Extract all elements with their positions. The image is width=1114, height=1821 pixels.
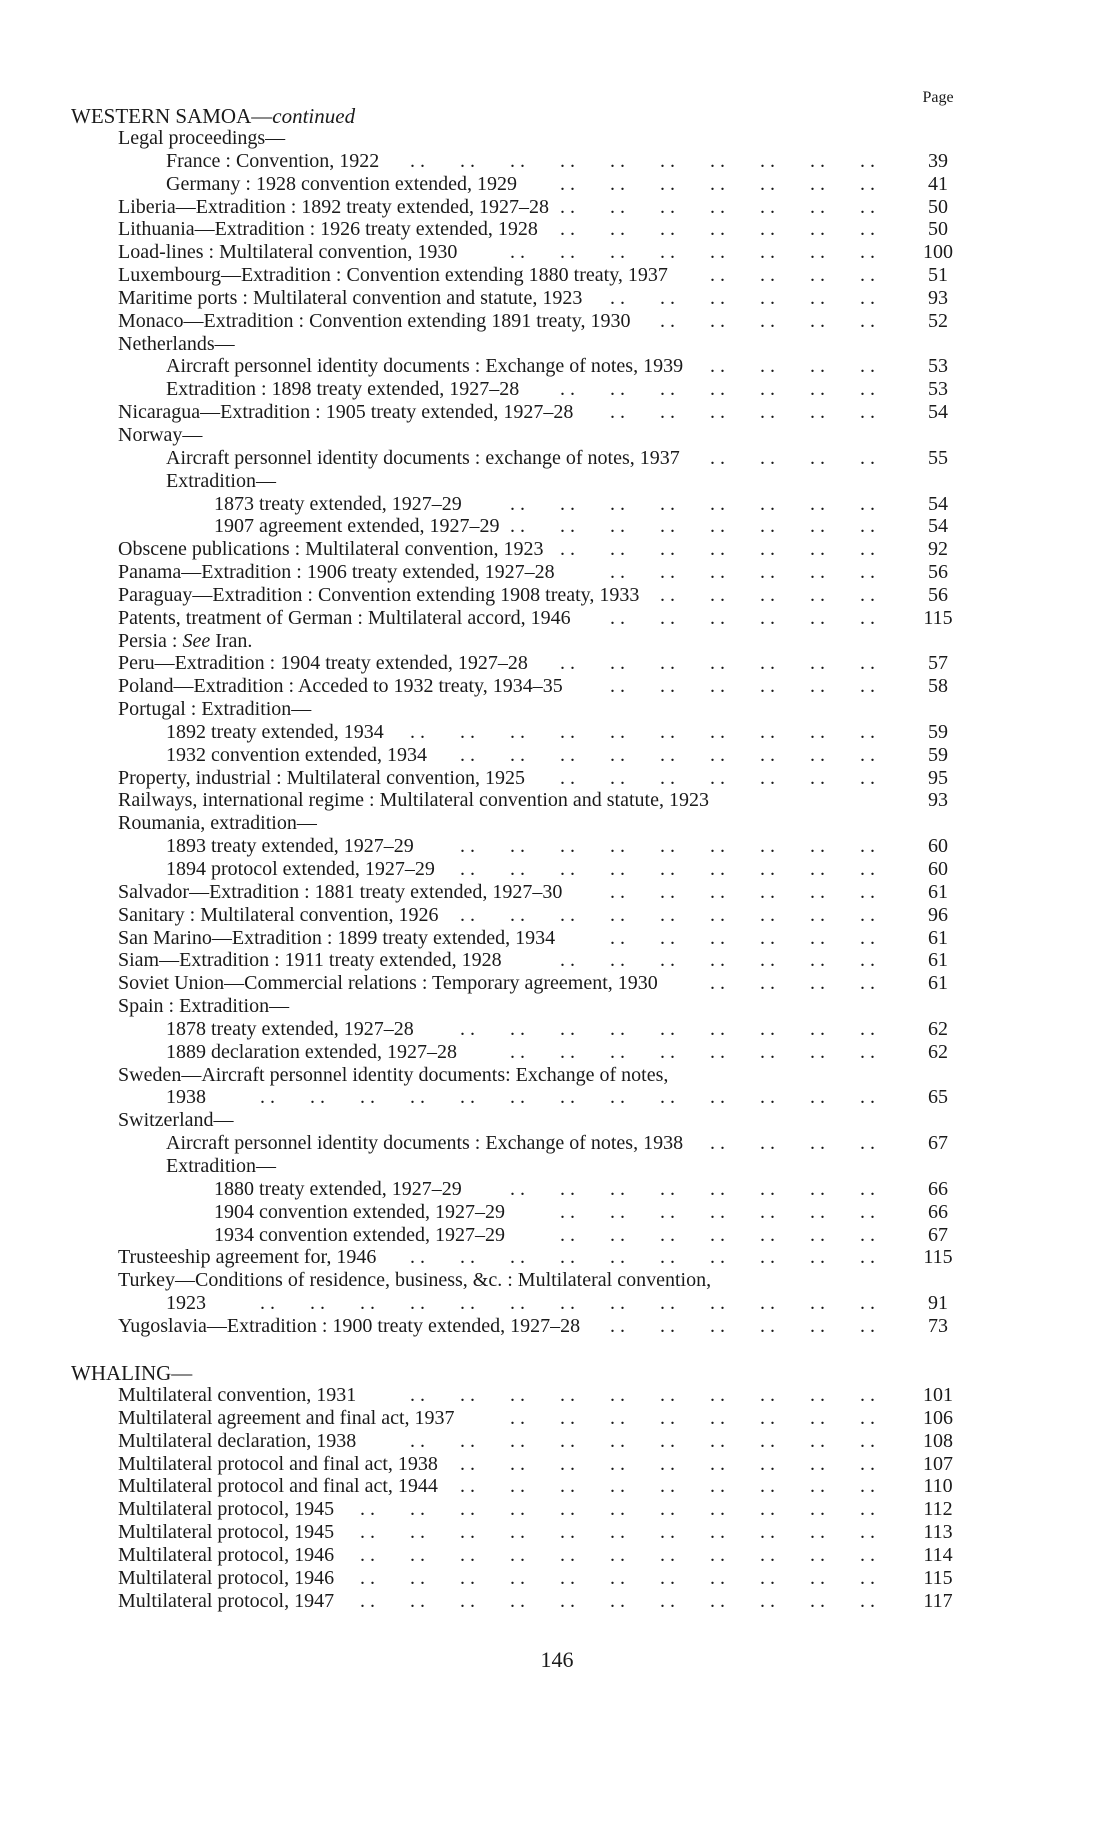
section-heading-western-samoa [71,104,355,128]
entry-text: 1892 treaty extended, 1934 [166,720,384,743]
entry-page-number: 66 [928,1177,948,1200]
entry-page-number: 56 [928,561,948,584]
entry-page-number: 106 [923,1406,953,1429]
entry-page-number: 108 [923,1429,953,1452]
entry-text: Luxembourg—Extradition : Convention extending 1880 treaty, 1937 [118,264,668,287]
index-entry: Multilateral protocol and final act, 1938 . . . . . . . . . . . . . . . . . . 107 [0,1453,1114,1476]
entry-text: Multilateral protocol, 1945 [118,1498,335,1521]
entry-page-number: 61 [928,926,948,949]
entry-page-number: 54 [928,401,948,424]
entry-text: Spain : Extradition— [118,995,290,1018]
entry-text: Load-lines : Multilateral convention, 1930 [118,241,458,264]
entry-text: San Marino—Extradition : 1899 treaty extended, 1934 [118,926,556,949]
entry-text: Multilateral agreement and final act, 1937 [118,1406,455,1429]
entry-text: Persia : See Iran. [118,629,253,652]
entry-text: Liberia—Extradition : 1892 treaty extended, 1927–28 [118,195,549,218]
index-entry: Multilateral protocol, 1946 . . . . . . . . . . . . . . . . . . . . . . 114 [0,1544,1114,1567]
index-entry: Panama—Extradition : 1906 treaty extended, 1927–28 . . . . . . . . . . . . 56 [0,561,1114,584]
entry-page-number: 115 [923,1246,953,1269]
index-entry: Load-lines : Multilateral convention, 1930 . . . . . . . . . . . . . . . . 100 [0,241,1114,264]
index-entry: Multilateral declaration, 1938 . . . . . . . . . . . . . . . . . . . . 108 [0,1430,1114,1453]
entry-text: Portugal : Extradition— [118,698,312,721]
index-entry: Patents, treatment of German : Multilateral accord, 1946 . . . . . . . . . . . . 115 [0,607,1114,630]
entry-text: France : Convention, 1922 [166,149,380,172]
entry-page-number: 110 [923,1475,953,1498]
entry-text: Aircraft personnel identity documents : Exchange of notes, 1939 [166,355,684,378]
index-entry: Poland—Extradition : Acceded to 1932 treaty, 1934–35 . . . . . . . . . . . . 58 [0,675,1114,698]
index-entry [0,812,1114,835]
index-entry: Multilateral convention, 1931 . . . . . . . . . . . . . . . . . . . . 101 [0,1384,1114,1407]
entry-text: Patents, treatment of German : Multilateral accord, 1946 [118,606,571,629]
entry-text: Extradition— [166,469,276,492]
index-entry: Liberia—Extradition : 1892 treaty extended, 1927–28 . . . . . . . . . . . . . . 50 [0,196,1114,219]
entry-text: Multilateral protocol, 1946 [118,1543,335,1566]
entry-page-number: 58 [928,675,948,698]
entry-text: 1904 convention extended, 1927–29 [214,1200,506,1223]
entry-page-number: 54 [928,515,948,538]
entry-page-number: 53 [928,355,948,378]
entry-page-number: 57 [928,652,948,675]
entry-page-number: 73 [928,1314,948,1337]
entry-page-number: 65 [928,1086,948,1109]
entry-page-number: 59 [928,720,948,743]
entry-text: Multilateral declaration, 1938 [118,1429,357,1452]
index-entry [0,1269,1114,1292]
entry-text: Obscene publications : Multilateral convention, 1923 [118,538,544,561]
index-entry: 1932 convention extended, 1934 . . . . . . . . . . . . . . . . . . 59 [0,744,1114,767]
entry-page-number: 101 [923,1384,953,1406]
entry-text: Switzerland— [118,1109,234,1132]
entry-page-number: 96 [928,903,948,926]
entry-text: 1938 [166,1086,206,1109]
entry-page-number: 61 [928,949,948,972]
index-entry: Property, industrial : Multilateral convention, 1925 . . . . . . . . . . . . . . 95 [0,767,1114,790]
index-entry: Multilateral protocol and final act, 1944 . . . . . . . . . . . . . . . . . . 110 [0,1475,1114,1498]
index-entry: 1889 declaration extended, 1927–28 . . . . . . . . . . . . . . . . 62 [0,1041,1114,1064]
entry-page-number: 112 [923,1498,953,1521]
index-entry: 1904 convention extended, 1927–29 . . . . . . . . . . . . . . 66 [0,1201,1114,1224]
entry-page-number: 61 [928,880,948,903]
entry-text: 1873 treaty extended, 1927–29 [214,492,462,515]
entry-text: Panama—Extradition : 1906 treaty extended, 1927–28 [118,561,555,584]
entry-page-number: 115 [923,1566,953,1589]
entry-page-number: 55 [928,446,948,469]
index-entry: 1892 treaty extended, 1934 . . . . . . . . . . . . . . . . . . . . 59 [0,721,1114,744]
western-samoa-entries [0,127,1114,1338]
entry-text: 1932 convention extended, 1934 [166,743,428,766]
entry-text: Property, industrial : Multilateral convention, 1925 [118,766,525,789]
index-entry: 1880 treaty extended, 1927–29 . . . . . . . . . . . . . . . . 66 [0,1178,1114,1201]
entry-page-number: 66 [928,1200,948,1223]
entry-text: Yugoslavia—Extradition : 1900 treaty extended, 1927–28 [118,1314,581,1337]
entry-text: Sanitary : Multilateral convention, 1926 [118,903,439,926]
entry-text: Poland—Extradition : Acceded to 1932 treaty, 1934–35 [118,675,563,698]
index-entry: Yugoslavia—Extradition : 1900 treaty extended, 1927–28 . . . . . . . . . . . . 73 [0,1315,1114,1338]
section-title-continued: continued [272,104,356,128]
index-entry [0,1155,1114,1178]
entry-page-number: 107 [923,1452,953,1475]
index-entry [0,789,1114,812]
whaling-entries [0,1384,1114,1612]
entry-text: Aircraft personnel identity documents : exchange of notes, 1937 [166,446,680,469]
index-entry: Sanitary : Multilateral convention, 1926 . . . . . . . . . . . . . . . . . . 96 [0,904,1114,927]
index-entry [0,333,1114,356]
entry-text: Paraguay—Extradition : Convention extending 1908 treaty, 1933 [118,583,640,606]
index-entry: 1878 treaty extended, 1927–28 . . . . . . . . . . . . . . . . . . 62 [0,1018,1114,1041]
entry-text: Extradition : 1898 treaty extended, 1927–28 [166,378,520,401]
entry-text: Nicaragua—Extradition : 1905 treaty extended, 1927–28 [118,401,574,424]
entry-page-number: 50 [928,218,948,241]
entry-text: 1934 convention extended, 1927–29 [214,1223,506,1246]
entry-page-number: 60 [928,858,948,880]
entry-page-number: 41 [928,172,948,195]
page-number: 146 [540,1647,574,1672]
entry-page-number: 113 [923,1521,953,1544]
entry-text: 1889 declaration extended, 1927–28 [166,1040,458,1063]
entry-text: Multilateral protocol and final act, 1938 [118,1452,438,1475]
entry-page-number: 39 [928,149,948,172]
index-entry [0,698,1114,721]
index-entry: Salvador—Extradition : 1881 treaty extended, 1927–30 . . . . . . . . . . . . 61 [0,881,1114,904]
index-entry: 1938 . . . . . . . . . . . . . . . . . . . . . . . . . . 65 [0,1086,1114,1109]
page-column-label: Page [922,89,954,106]
entry-page-number: 92 [928,538,948,561]
entry-page-number: 91 [928,1292,948,1315]
entry-page-number: 52 [928,309,948,332]
entry-page-number: 51 [928,264,948,287]
entry-page-number: 100 [923,241,953,264]
entry-text: Roumania, extradition— [118,812,317,835]
index-entry: 1893 treaty extended, 1927–29 . . . . . . . . . . . . . . . . . . 60 [0,835,1114,858]
entry-text: Soviet Union—Commercial relations : Temporary agreement, 1930 [118,972,658,995]
index-entry: Multilateral agreement and final act, 1937 . . . . . . . . . . . . . . . . 106 [0,1407,1114,1430]
entry-text: Legal proceedings— [118,127,286,149]
entry-text: Multilateral protocol and final act, 1944 [118,1475,438,1498]
entry-page-number: 56 [928,583,948,606]
entry-text: Monaco—Extradition : Convention extending 1891 treaty, 1930 [118,309,631,332]
entry-page-number: 54 [928,492,948,515]
index-entry [0,424,1114,447]
entry-text: Norway— [118,423,203,446]
index-entry: Germany : 1928 convention extended, 1929 . . . . . . . . . . . . . . 41 [0,173,1114,196]
entry-text: 1923 [166,1292,206,1315]
index-entry: France : Convention, 1922 . . . . . . . . . . . . . . . . . . . . 39 [0,150,1114,173]
entry-text: 1894 protocol extended, 1927–29 [166,858,435,880]
index-entry: Soviet Union—Commercial relations : Temporary agreement, 1930 . . . . . . . . 61 [0,972,1114,995]
entry-page-number: 67 [928,1132,948,1155]
entry-page-number: 115 [923,606,953,629]
entry-page-number: 62 [928,1017,948,1040]
entry-page-number: 114 [923,1543,953,1566]
index-entry: San Marino—Extradition : 1899 treaty extended, 1934 . . . . . . . . . . . . 61 [0,927,1114,950]
index-entry [0,995,1114,1018]
index-entry: 1934 convention extended, 1927–29 . . . . . . . . . . . . . . 67 [0,1224,1114,1247]
entry-text: Multilateral protocol, 1945 [118,1521,335,1544]
entry-text: Maritime ports : Multilateral convention and statute, 1923 [118,286,583,309]
entry-text: Germany : 1928 convention extended, 1929 [166,172,518,195]
index-entry: Lithuania—Extradition : 1926 treaty extended, 1928 . . . . . . . . . . . . . . 50 [0,218,1114,241]
entry-text: 1893 treaty extended, 1927–29 [166,835,414,858]
index-entry: Maritime ports : Multilateral convention and statute, 1923 . . . . . . . . . . . . 93 [0,287,1114,310]
entry-text: Turkey—Conditions of residence, business, &c. : Multilateral convention, [118,1269,712,1292]
entry-text: Netherlands— [118,332,235,355]
index-entry [0,1109,1114,1132]
entry-text: Extradition— [166,1154,276,1177]
index-entry [0,127,1114,150]
entry-text: Peru—Extradition : 1904 treaty extended, 1927–28 [118,652,528,675]
index-entry: Aircraft personnel identity documents : Exchange of notes, 1939 . . . . . . . . 53 [0,355,1114,378]
index-entry: Multilateral protocol, 1945 . . . . . . . . . . . . . . . . . . . . . . 112 [0,1498,1114,1521]
entry-page-number: 93 [928,789,948,812]
entry-text: Siam—Extradition : 1911 treaty extended, 1928 [118,949,502,972]
index-entry: 1873 treaty extended, 1927–29 . . . . . . . . . . . . . . . . 54 [0,493,1114,516]
entry-text: Trusteeship agreement for, 1946 [118,1246,377,1269]
entry-text: 1907 agreement extended, 1927–29 [214,515,500,538]
section-title: WESTERN SAMOA— [71,104,273,128]
index-entry: Nicaragua—Extradition : 1905 treaty extended, 1927–28 . . . . . . . . . . . . 54 [0,401,1114,424]
index-entry [0,470,1114,493]
entry-text: 1880 treaty extended, 1927–29 [214,1177,462,1200]
entry-text: Salvador—Extradition : 1881 treaty extended, 1927–30 [118,880,563,903]
index-entry [0,630,1114,653]
entry-text: Aircraft personnel identity documents : Exchange of notes, 1938 [166,1132,684,1155]
entry-text: Multilateral protocol, 1946 [118,1566,335,1589]
index-entry: Peru—Extradition : 1904 treaty extended, 1927–28 . . . . . . . . . . . . . . 57 [0,652,1114,675]
entry-page-number: 67 [928,1223,948,1246]
entry-text: Multilateral protocol, 1947 [118,1589,335,1612]
index-entry: Luxembourg—Extradition : Convention extending 1880 treaty, 1937 . . . . . . . . 51 [0,264,1114,287]
section-heading-whaling: WHALING— [71,1361,193,1385]
entry-text: Railways, international regime : Multilateral convention and statute, 1923 [118,789,709,812]
entry-page-number: 93 [928,286,948,309]
index-entry [0,1064,1114,1087]
index-entry: 1923 . . . . . . . . . . . . . . . . . . . . . . . . . . 91 [0,1292,1114,1315]
index-entry: Aircraft personnel identity documents : Exchange of notes, 1938 . . . . . . . . 67 [0,1132,1114,1155]
index-entry: Monaco—Extradition : Convention extending 1891 treaty, 1930 . . . . . . . . . . 52 [0,310,1114,333]
entry-page-number: 61 [928,972,948,995]
entry-text: Multilateral convention, 1931 [118,1384,357,1406]
index-entry: Extradition : 1898 treaty extended, 1927–28 . . . . . . . . . . . . . . 53 [0,378,1114,401]
index-entry: Multilateral protocol, 1945 . . . . . . . . . . . . . . . . . . . . . . 113 [0,1521,1114,1544]
index-entry: Multilateral protocol, 1947 . . . . . . . . . . . . . . . . . . . . . . 117 [0,1590,1114,1613]
entry-page-number: 62 [928,1040,948,1063]
entry-page-number: 95 [928,766,948,789]
entry-page-number: 59 [928,743,948,766]
entry-page-number: 53 [928,378,948,401]
index-entry: Trusteeship agreement for, 1946 . . . . . . . . . . . . . . . . . . . . 115 [0,1246,1114,1269]
index-entry: Aircraft personnel identity documents : exchange of notes, 1937 . . . . . . . . 55 [0,447,1114,470]
entry-text: 1878 treaty extended, 1927–28 [166,1017,414,1040]
index-entry: 1894 protocol extended, 1927–29 . . . . . . . . . . . . . . . . . . 60 [0,858,1114,881]
index-entry: Siam—Extradition : 1911 treaty extended, 1928 . . . . . . . . . . . . . . 61 [0,949,1114,972]
entry-page-number: 117 [923,1589,953,1612]
entry-text: Sweden—Aircraft personnel identity documents: Exchange of notes, [118,1063,669,1086]
index-entry: Multilateral protocol, 1946 . . . . . . . . . . . . . . . . . . . . . . 115 [0,1567,1114,1590]
entry-page-number: 50 [928,195,948,218]
index-entry: Paraguay—Extradition : Convention extending 1908 treaty, 1933 . . . . . . . . . . 56 [0,584,1114,607]
entry-text: Lithuania—Extradition : 1926 treaty extended, 1928 [118,218,538,241]
index-entry: 1907 agreement extended, 1927–29 . . . . . . . . . . . . . . . . 54 [0,515,1114,538]
entry-page-number: 60 [928,835,948,858]
index-entry: Obscene publications : Multilateral convention, 1923 . . . . . . . . . . . . . . 92 [0,538,1114,561]
